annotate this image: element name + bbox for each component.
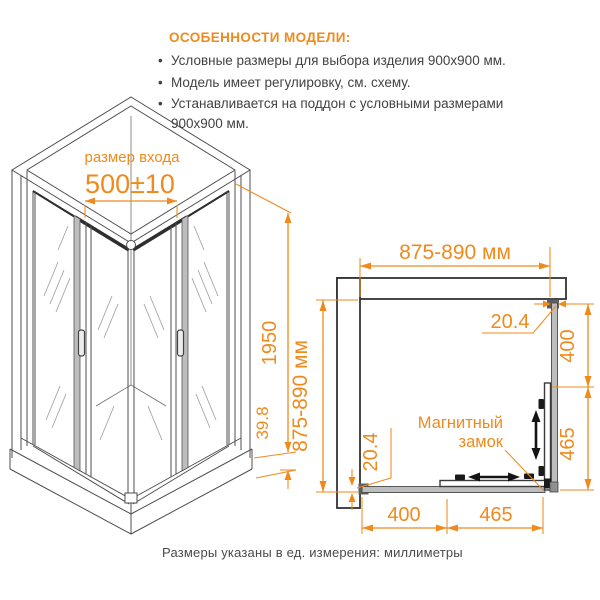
- feature-item: • Условные размеры для выбора изделия 900х900 мм.: [157, 51, 549, 71]
- height-value: 1950: [259, 320, 281, 366]
- shower-tray: [10, 449, 252, 534]
- iso-entrance-dimension: [85, 149, 181, 218]
- slide-direction-arrow-vertical: [532, 410, 541, 460]
- plan-width-top-value: 875-890 мм: [399, 241, 511, 264]
- plan-wall-top: [337, 278, 566, 299]
- features-list: [157, 51, 549, 133]
- plan-fixed-right-value: 400: [557, 329, 579, 363]
- feature-item: • Устанавливается на поддон с условными размерами 900х900 мм.: [157, 94, 549, 133]
- plan-diagram: [289, 241, 594, 534]
- plan-sliding-door-bottom: [440, 481, 545, 487]
- plan-profile-top-dimension: [482, 301, 573, 334]
- entrance-size-value: 500±10: [85, 169, 175, 199]
- plan-door-right-value: 465: [557, 427, 579, 461]
- right-door-handle: [178, 330, 184, 356]
- profile-top-value: 20.4: [490, 311, 530, 333]
- lock-label-line1: Магнитный: [417, 414, 503, 432]
- features-block: [157, 30, 593, 135]
- plan-door-bottom-value: 465: [479, 504, 513, 526]
- magnetic-lock-label: [418, 414, 544, 491]
- plan-right-dimensions: [552, 304, 594, 490]
- plan-depth-left-value: 875-890 мм: [289, 340, 312, 452]
- entrance-label: размер входа: [84, 149, 180, 166]
- features-title: ОСОБЕННОСТИ МОДЕЛИ:: [169, 30, 351, 45]
- feature-item: • Модель имеет регулировку, см. схему.: [157, 73, 549, 93]
- plan-fixed-bottom-value: 400: [387, 504, 421, 526]
- lock-label-line2: замок: [458, 433, 503, 451]
- left-door-handle: [79, 330, 85, 356]
- units-note: Размеры указаны в ед. измерения: миллиметры: [162, 545, 463, 560]
- plan-fixed-glass-bottom: [362, 487, 545, 493]
- tray-height-value: 39.8: [253, 406, 272, 440]
- plan-wall-left: [337, 278, 360, 508]
- profile-bottom-value: 20.4: [360, 432, 382, 472]
- plan-bottom-dimensions: [362, 497, 543, 534]
- iso-diagram: [10, 97, 296, 534]
- plan-sliding-door-right: [545, 383, 551, 490]
